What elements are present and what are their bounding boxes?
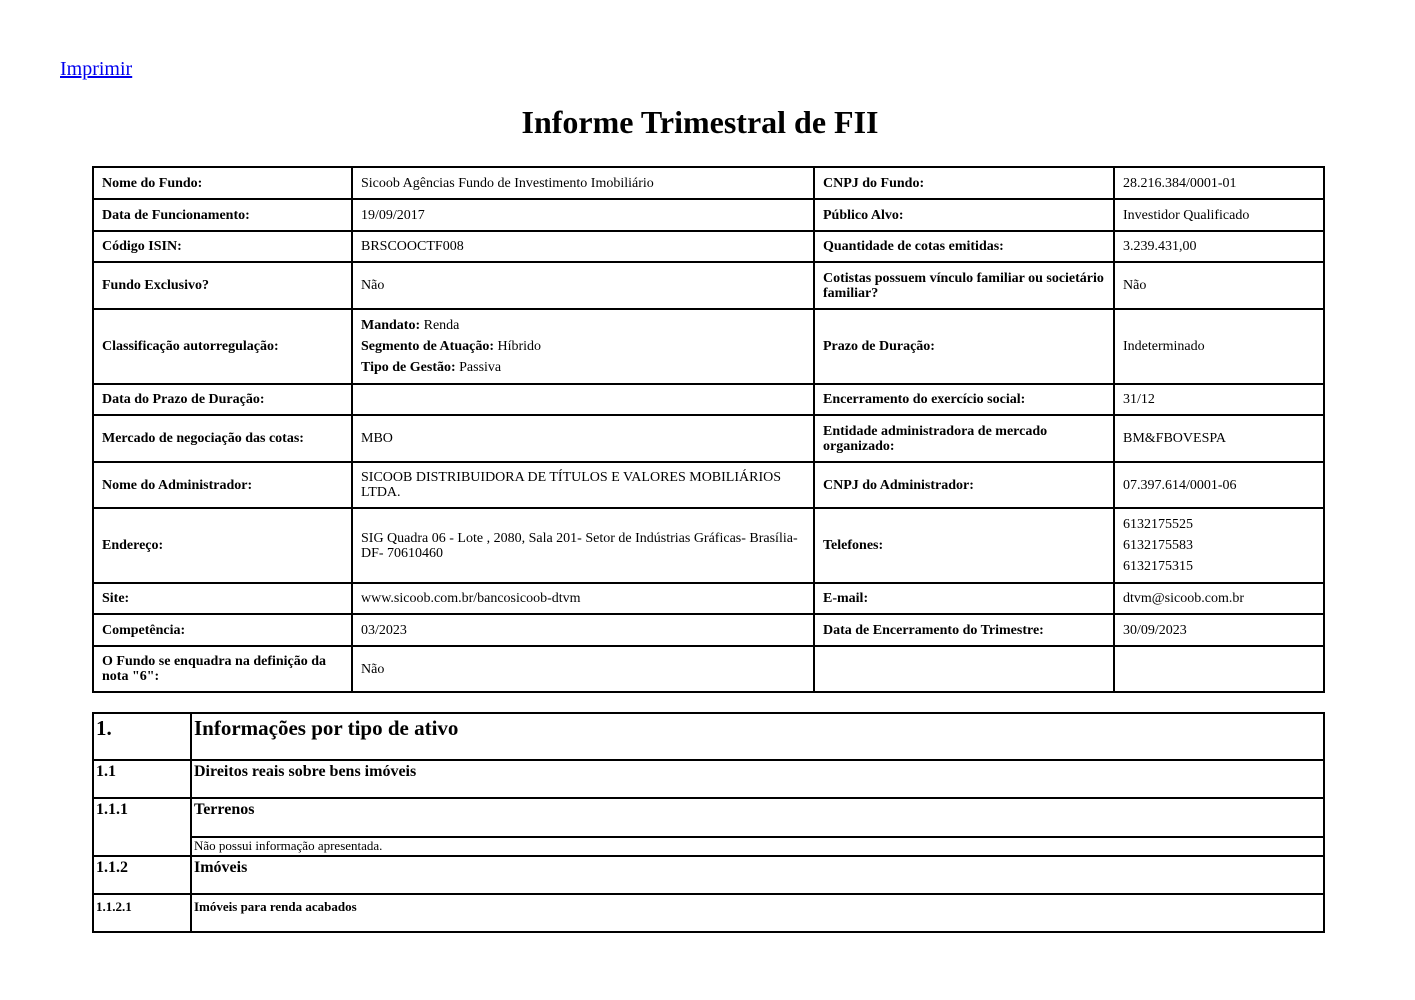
exclusive-fund-value: Não <box>352 262 814 309</box>
table-row <box>93 415 1324 462</box>
table-row <box>93 614 1324 646</box>
target-audience-value: Investidor Qualificado <box>1114 199 1324 231</box>
duration-date-value <box>352 384 814 415</box>
quarter-end-value: 30/09/2023 <box>1114 614 1324 646</box>
site-label: Site: <box>93 583 352 614</box>
quarter-end-label: Data de Encerramento do Trimestre: <box>814 614 1114 646</box>
section-title: Imóveis <box>191 856 1324 894</box>
fund-info-table <box>92 166 1325 693</box>
fiscal-year-end-value: 31/12 <box>1114 384 1324 415</box>
isin-value: BRSCOOCTF008 <box>352 231 814 262</box>
competence-value: 03/2023 <box>352 614 814 646</box>
table-row <box>93 199 1324 231</box>
phones-value <box>1114 508 1324 583</box>
table-row <box>93 837 1324 856</box>
start-date-value: 19/09/2017 <box>352 199 814 231</box>
section-number: 1. <box>93 713 191 760</box>
phone-number: 6132175315 <box>1123 559 1193 574</box>
family-link-value: Não <box>1114 262 1324 309</box>
management-type-label: Tipo de Gestão: <box>361 360 456 375</box>
table-row <box>93 713 1324 760</box>
table-row <box>93 167 1324 199</box>
section-title: Direitos reais sobre bens imóveis <box>191 760 1324 798</box>
self-regulation-value <box>352 309 814 384</box>
empty-label-cell <box>814 646 1114 692</box>
exclusive-fund-label: Fundo Exclusivo? <box>93 262 352 309</box>
table-row <box>93 856 1324 894</box>
note6-value: Não <box>352 646 814 692</box>
administrator-name-value: SICOOB DISTRIBUIDORA DE TÍTULOS E VALORES MOBILIÁRIOS LTDA. <box>352 462 814 508</box>
print-link[interactable]: Imprimir <box>60 58 133 80</box>
market-entity-label: Entidade administradora de mercado organizado: <box>814 415 1114 462</box>
table-row <box>93 646 1324 692</box>
target-audience-label: Público Alvo: <box>814 199 1114 231</box>
email-label: E-mail: <box>814 583 1114 614</box>
self-regulation-label: Classificação autorregulação: <box>93 309 352 384</box>
table-row <box>93 508 1324 583</box>
mandate-line <box>361 317 805 334</box>
mandate-value: Renda <box>423 318 460 333</box>
start-date-label: Data de Funcionamento: <box>93 199 352 231</box>
page-title: Informe Trimestral de FII <box>521 104 879 140</box>
trading-market-value: MBO <box>352 415 814 462</box>
duration-label: Prazo de Duração: <box>814 309 1114 384</box>
asset-info-table <box>92 712 1325 933</box>
section-title: Imóveis para renda acabados <box>191 894 1324 932</box>
phones-label: Telefones: <box>814 508 1114 583</box>
phone-number: 6132175583 <box>1123 538 1193 553</box>
administrator-cnpj-label: CNPJ do Administrador: <box>814 462 1114 508</box>
email-value: dtvm@sicoob.com.br <box>1114 583 1324 614</box>
table-row <box>93 262 1324 309</box>
isin-label: Código ISIN: <box>93 231 352 262</box>
note6-label: O Fundo se enquadra na definição da nota "6": <box>93 646 352 692</box>
section-title: Terrenos <box>191 798 1324 837</box>
management-type-value: Passiva <box>459 360 502 375</box>
table-row <box>93 798 1324 837</box>
table-row <box>93 231 1324 262</box>
section-title: Informações por tipo de ativo <box>191 713 1324 760</box>
table-row <box>93 309 1324 384</box>
no-info-note: Não possui informação apresentada. <box>191 837 1324 856</box>
fiscal-year-end-label: Encerramento do exercício social: <box>814 384 1114 415</box>
competence-label: Competência: <box>93 614 352 646</box>
family-link-label: Cotistas possuem vínculo familiar ou societário familiar? <box>814 262 1114 309</box>
fund-cnpj-label: CNPJ do Fundo: <box>814 167 1114 199</box>
table-row <box>93 384 1324 415</box>
administrator-cnpj-value: 07.397.614/0001-06 <box>1114 462 1324 508</box>
trading-market-label: Mercado de negociação das cotas: <box>93 415 352 462</box>
table-row <box>93 760 1324 798</box>
market-entity-value: BM&FBOVESPA <box>1114 415 1324 462</box>
management-type-line <box>361 359 805 376</box>
segment-value: Híbrido <box>497 339 542 354</box>
section-number: 1.1.1 <box>93 798 191 856</box>
administrator-name-label: Nome do Administrador: <box>93 462 352 508</box>
table-row <box>93 894 1324 932</box>
duration-value: Indeterminado <box>1114 309 1324 384</box>
duration-date-label: Data do Prazo de Duração: <box>93 384 352 415</box>
section-number: 1.1.2 <box>93 856 191 894</box>
segment-label: Segmento de Atuação: <box>361 339 494 354</box>
phone-number: 6132175525 <box>1123 517 1193 532</box>
fund-cnpj-value: 28.216.384/0001-01 <box>1114 167 1324 199</box>
quotas-issued-label: Quantidade de cotas emitidas: <box>814 231 1114 262</box>
address-value: SIG Quadra 06 - Lote , 2080, Sala 201- Setor de Indústrias Gráficas- Brasília- DF- 70610460 <box>352 508 814 583</box>
quotas-issued-value: 3.239.431,00 <box>1114 231 1324 262</box>
mandate-label: Mandato: <box>361 318 421 333</box>
empty-value-cell <box>1114 646 1324 692</box>
section-number: 1.1.2.1 <box>93 894 191 932</box>
table-row <box>93 583 1324 614</box>
segment-line <box>361 338 805 355</box>
section-number: 1.1 <box>93 760 191 798</box>
fund-name-label: Nome do Fundo: <box>93 167 352 199</box>
address-label: Endereço: <box>93 508 352 583</box>
site-value: www.sicoob.com.br/bancosicoob-dtvm <box>352 583 814 614</box>
fund-name-value: Sicoob Agências Fundo de Investimento Imobiliário <box>352 167 814 199</box>
table-row <box>93 462 1324 508</box>
